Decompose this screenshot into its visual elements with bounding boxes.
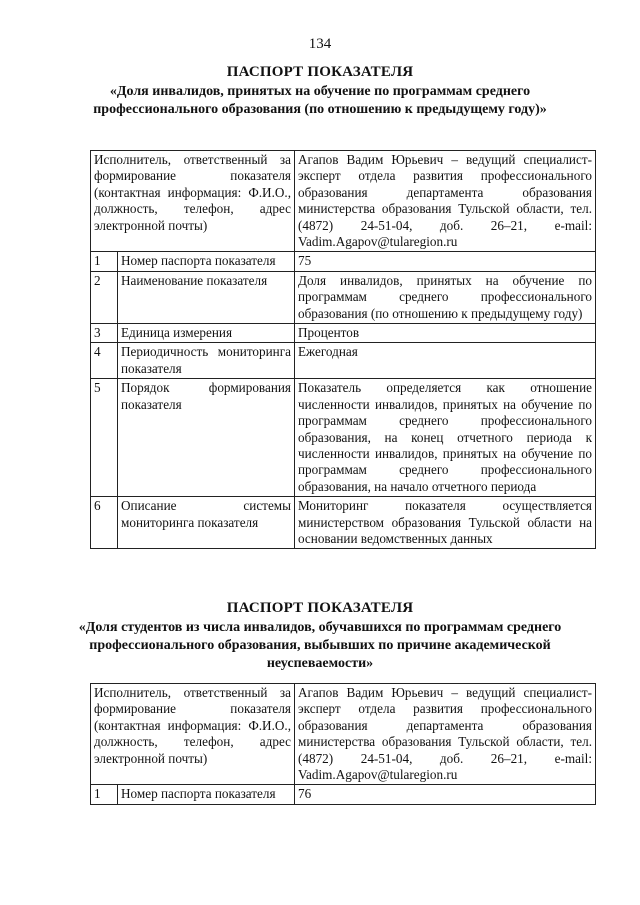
row-number: 6 [91, 497, 118, 549]
row-value: Доля инвалидов, принятых на обучение по программам среднего профессионального образования (по отношению к предыдущему году) [295, 271, 596, 323]
table-row [91, 379, 596, 497]
table-row [91, 151, 596, 252]
executor-value: Агапов Вадим Юрьевич – ведущий специалист-эксперт отдела развития профессионального образования департамента образования министерства образования Тульской области, тел. (4872) 24-51-04, доб. 26–21, e-mail: Vadim.Agapov@tularegion.ru [295, 151, 596, 252]
table-row [91, 497, 596, 549]
passport-table-2 [90, 683, 596, 805]
executor-label: Исполнитель, ответственный за формирование показателя (контактная информация: Ф.И.О., должность, телефон, адрес электронной почты) [91, 151, 295, 252]
passport-table-1 [90, 150, 596, 549]
table-row [91, 343, 596, 379]
row-label: Порядок формирования показателя [118, 379, 295, 497]
passport-title: ПАСПОРТ ПОКАЗАТЕЛЯ [226, 600, 414, 616]
row-number: 1 [91, 252, 118, 271]
passport-heading-2 [0, 600, 640, 673]
table-row [91, 324, 596, 343]
row-label: Периодичность мониторинга показателя [118, 343, 295, 379]
row-value: Мониторинг показателя осуществляется министерством образования Тульской области на основании ведомственных данных [295, 497, 596, 549]
passport-title: ПАСПОРТ ПОКАЗАТЕЛЯ [226, 64, 414, 80]
row-number: 3 [91, 324, 118, 343]
row-value: Ежегодная [295, 343, 596, 379]
table-row [91, 252, 596, 271]
row-value: Показатель определяется как отношение численности инвалидов, принятых на обучение по программам среднего профессионального образования, на конец отчетного периода к численности инвалидов, принятых на обучение по программам среднего профессионального образования, на начало отчетного периода [295, 379, 596, 497]
row-value: 75 [295, 252, 596, 271]
passport-heading-1 [0, 64, 640, 119]
table-row [91, 785, 596, 804]
table-row [91, 271, 596, 323]
row-number: 5 [91, 379, 118, 497]
row-number: 4 [91, 343, 118, 379]
row-number: 1 [91, 785, 118, 804]
executor-label: Исполнитель, ответственный за формирование показателя (контактная информация: Ф.И.О., должность, телефон, адрес электронной почты) [91, 684, 295, 785]
row-value: 76 [295, 785, 596, 804]
passport-subtitle: «Доля инвалидов, принятых на обучение по программам среднего профессионального образования (по отношению к предыдущему году)» [93, 84, 547, 117]
row-label: Описание системы мониторинга показателя [118, 497, 295, 549]
row-value: Процентов [295, 324, 596, 343]
executor-value: Агапов Вадим Юрьевич – ведущий специалист-эксперт отдела развития профессионального образования департамента образования министерства образования Тульской области, тел. (4872) 24-51-04, доб. 26–21, e-mail: Vadim.Agapov@tularegion.ru [295, 684, 596, 785]
table-row [91, 684, 596, 785]
row-label: Единица измерения [118, 324, 295, 343]
row-label: Наименование показателя [118, 271, 295, 323]
row-label: Номер паспорта показателя [118, 252, 295, 271]
row-label: Номер паспорта показателя [118, 785, 295, 804]
passport-subtitle: «Доля студентов из числа инвалидов, обучавшихся по программам среднего профессионального образования, выбывших по причине академической неуспеваемости» [78, 620, 562, 671]
row-number: 2 [91, 271, 118, 323]
page-number: 134 [308, 36, 332, 52]
